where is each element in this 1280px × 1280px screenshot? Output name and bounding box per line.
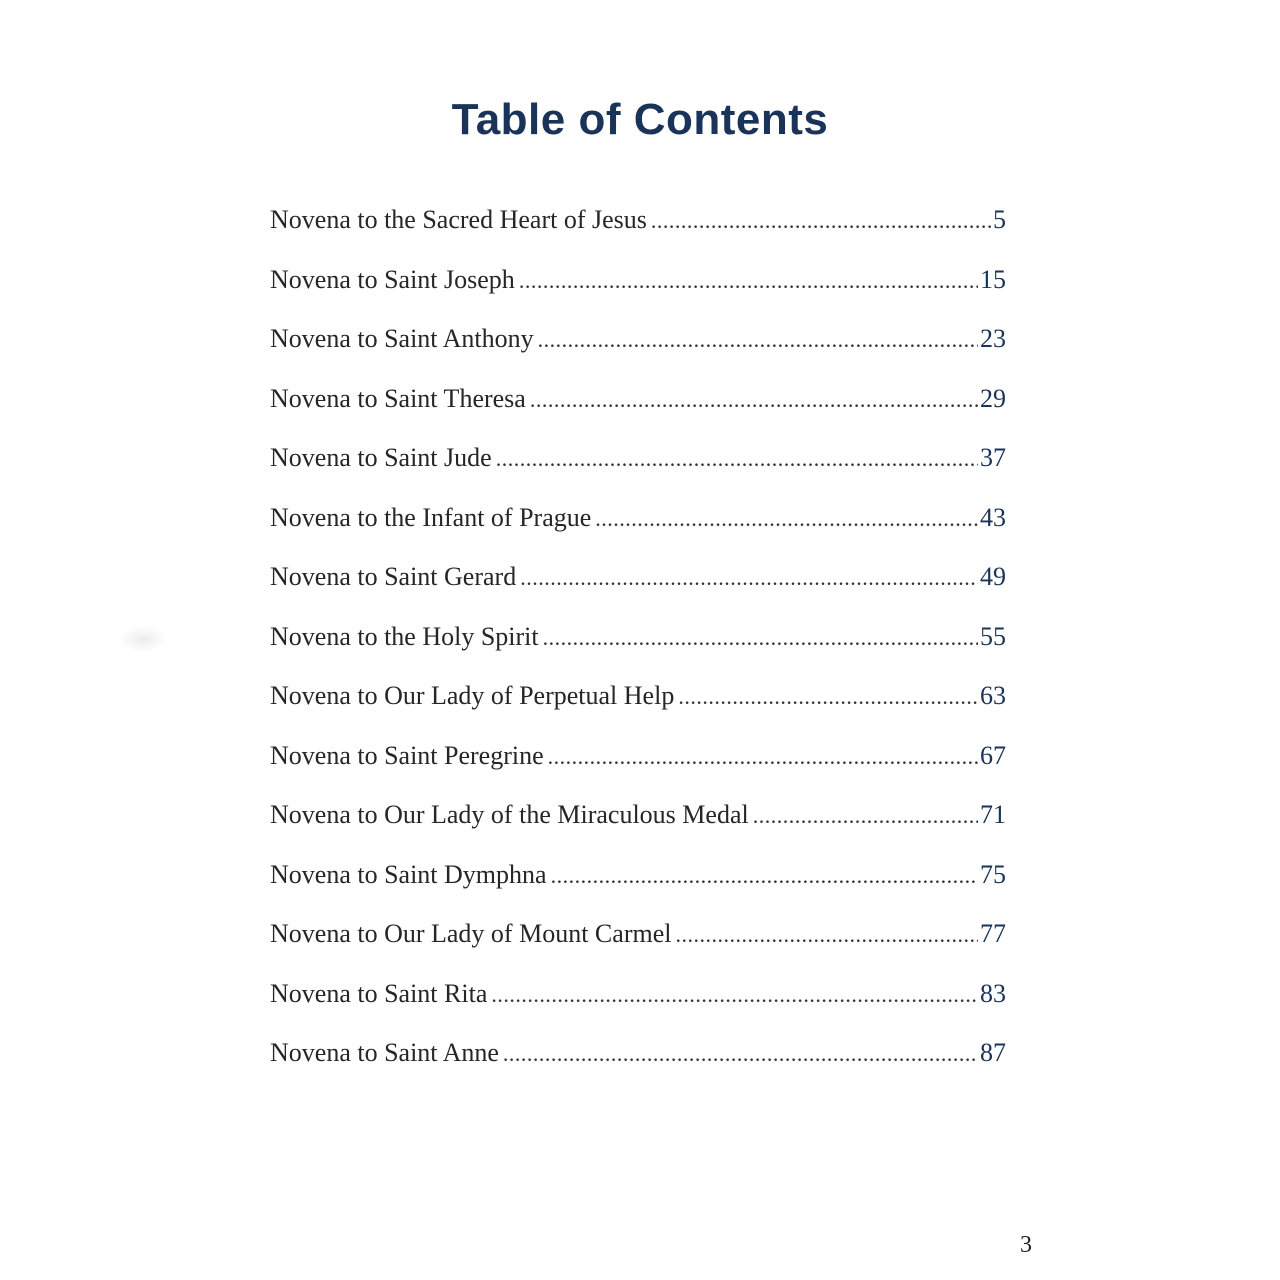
toc-entry-label: Novena to Saint Joseph: [270, 264, 515, 294]
toc-entry[interactable]: [270, 613, 1006, 673]
toc-entry-label: Novena to Saint Anthony: [270, 324, 534, 353]
toc-entry-label: Novena to Our Lady of Mount Carmel: [270, 919, 672, 948]
toc-entry-page: 77: [980, 919, 1006, 948]
toc-entry[interactable]: [270, 494, 1006, 554]
toc-dot-leader: [530, 376, 978, 424]
toc-dot-leader: [520, 554, 978, 602]
toc-entry-label: Novena to Saint Gerard: [270, 562, 517, 591]
toc-entry-page: 23: [980, 324, 1006, 353]
page-title: Table of Contents: [451, 95, 829, 144]
toc-entry-page: 29: [980, 383, 1006, 413]
toc-entry-label: Novena to Saint Anne: [270, 1038, 499, 1067]
toc-entry-page: 83: [980, 978, 1006, 1008]
toc-entry-label: Novena to Saint Peregrine: [270, 740, 544, 770]
toc-entry-page: 67: [980, 740, 1006, 770]
toc-entry-label: Novena to Saint Theresa: [270, 383, 526, 413]
toc-dot-leader: [496, 435, 978, 483]
toc-entry[interactable]: [270, 553, 1006, 613]
toc-dot-leader: [503, 1030, 978, 1078]
toc-entry-label: Novena to Our Lady of Perpetual Help: [270, 681, 675, 710]
toc-entry[interactable]: [270, 315, 1006, 375]
toc-entry-label: Novena to Saint Jude: [270, 443, 492, 472]
toc-dot-leader: [519, 257, 978, 305]
toc-entry[interactable]: [270, 196, 1006, 256]
toc-entry[interactable]: [270, 791, 1006, 851]
toc-entry-label: Novena to the Infant of Prague: [270, 502, 592, 532]
toc-dot-leader: [675, 911, 978, 959]
toc-entry-label: Novena to Saint Rita: [270, 978, 488, 1008]
scan-smudge: [118, 626, 168, 652]
toc-entry[interactable]: [270, 672, 1006, 732]
toc-entry[interactable]: [270, 434, 1006, 494]
toc-dot-leader: [548, 733, 978, 781]
toc-entry-label: Novena to Our Lady of the Miraculous Medal: [270, 800, 749, 829]
toc-entry[interactable]: [270, 256, 1006, 316]
toc-dot-leader: [538, 316, 978, 364]
toc-entry[interactable]: [270, 375, 1006, 435]
toc-entry-page: 55: [980, 621, 1006, 651]
toc-entry-page: 75: [980, 859, 1006, 889]
toc-entry-label: Novena to the Sacred Heart of Jesus: [270, 205, 647, 234]
toc-entry-label: Novena to the Holy Spirit: [270, 621, 539, 651]
toc-dot-leader: [753, 792, 978, 840]
toc-dot-leader: [551, 852, 978, 900]
toc-entry-page: 15: [980, 264, 1006, 294]
toc-dot-leader: [595, 495, 978, 543]
toc-entry-label: Novena to Saint Dymphna: [270, 859, 547, 889]
toc-dot-leader: [651, 197, 991, 245]
toc-entry-page: 5: [993, 205, 1006, 234]
toc-entry-page: 71: [980, 800, 1006, 829]
toc-entry[interactable]: [270, 851, 1006, 911]
toc-entry[interactable]: [270, 970, 1006, 1030]
page-number: 3: [1020, 1232, 1032, 1258]
toc-entry[interactable]: [270, 732, 1006, 792]
toc-dot-leader: [678, 673, 978, 721]
toc-entry-page: 63: [980, 681, 1006, 710]
toc-entry-page: 43: [980, 502, 1006, 532]
toc-entry[interactable]: [270, 1029, 1006, 1089]
toc-entry-page: 87: [980, 1038, 1006, 1067]
toc-list: [270, 196, 1006, 1089]
toc-entry-page: 37: [980, 443, 1006, 472]
toc-entry[interactable]: [270, 910, 1006, 970]
toc-entry-page: 49: [980, 562, 1006, 591]
toc-dot-leader: [491, 971, 978, 1019]
toc-dot-leader: [543, 614, 978, 662]
